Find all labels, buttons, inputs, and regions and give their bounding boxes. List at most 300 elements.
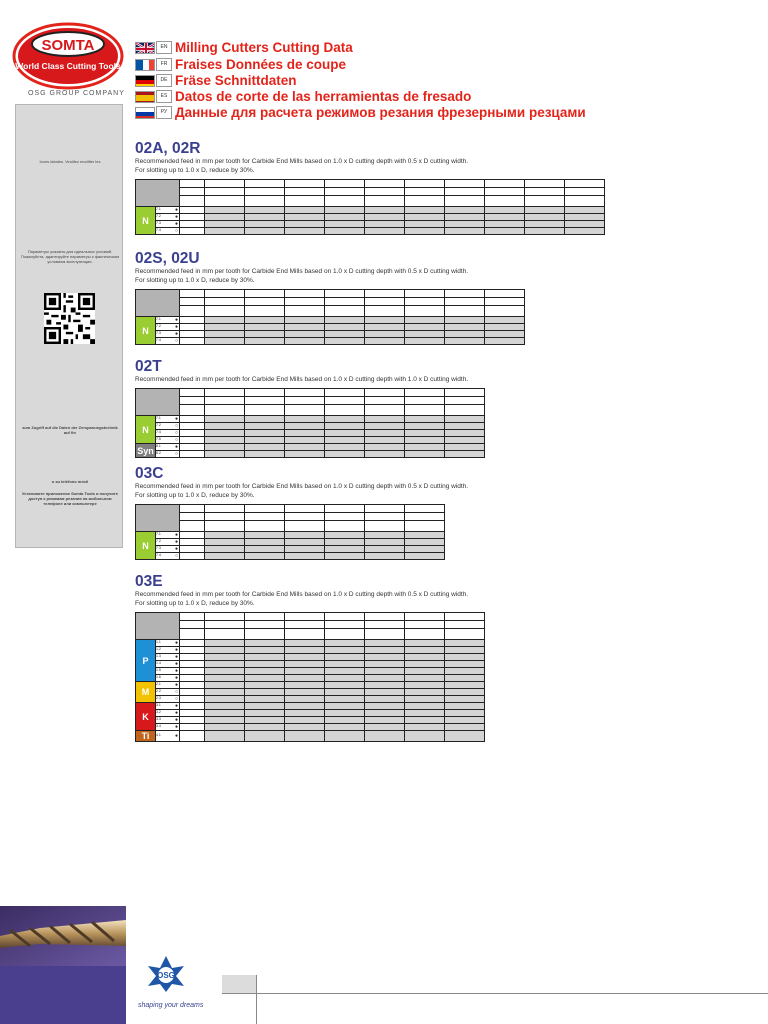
diameter-header-cell xyxy=(205,613,245,621)
header-cell xyxy=(285,306,325,317)
data-cell xyxy=(405,539,445,546)
data-cell xyxy=(365,696,405,703)
header-cell xyxy=(180,405,205,416)
header-cell xyxy=(180,306,205,317)
material-row-label xyxy=(156,221,180,228)
suitability-mark: ○ xyxy=(174,338,178,344)
material-row-label xyxy=(156,338,180,345)
cutting-data-table xyxy=(135,179,605,235)
data-cell xyxy=(405,416,445,423)
material-row-label xyxy=(156,731,180,742)
data-cell xyxy=(180,444,205,451)
data-cell xyxy=(205,668,245,675)
material-id: 7.2 xyxy=(156,324,161,328)
data-cell xyxy=(445,451,485,458)
data-cell xyxy=(180,731,205,742)
data-cell xyxy=(365,703,405,710)
suitability-mark: ○ xyxy=(174,451,178,457)
material-id: 1.6 xyxy=(156,675,161,679)
data-cell xyxy=(405,717,445,724)
data-cell xyxy=(445,675,485,682)
data-cell xyxy=(245,717,285,724)
data-cell xyxy=(180,640,205,647)
data-cell xyxy=(245,661,285,668)
data-cell xyxy=(445,324,485,331)
data-cell xyxy=(405,689,445,696)
data-cell xyxy=(405,437,445,444)
diameter-header-cell xyxy=(285,389,325,397)
diameter-header-cell xyxy=(365,290,405,298)
data-cell xyxy=(325,331,365,338)
material-row-label xyxy=(156,207,180,214)
data-cell xyxy=(205,682,245,689)
data-cell xyxy=(285,221,325,228)
data-cell xyxy=(445,317,485,324)
data-cell xyxy=(325,661,365,668)
header-cell xyxy=(245,196,285,207)
data-cell xyxy=(245,689,285,696)
header-cell xyxy=(325,513,365,521)
header-cell xyxy=(405,298,445,306)
data-cell xyxy=(405,451,445,458)
suitability-mark: ● xyxy=(174,717,178,723)
diameter-header-cell xyxy=(285,290,325,298)
data-cell xyxy=(405,640,445,647)
data-cell xyxy=(285,689,325,696)
header-cell xyxy=(325,629,365,640)
data-cell xyxy=(365,661,405,668)
material-row-label xyxy=(156,710,180,717)
data-cell xyxy=(405,546,445,553)
data-cell xyxy=(180,430,205,437)
suitability-mark: ● xyxy=(174,539,178,545)
material-id: 7.1 xyxy=(156,532,161,536)
material-header-cell xyxy=(136,389,180,416)
data-cell xyxy=(205,338,245,345)
data-cell xyxy=(485,228,525,235)
language-title: Fraises Données de coupe xyxy=(175,57,347,72)
data-cell xyxy=(205,423,245,430)
suitability-mark: ● xyxy=(174,668,178,674)
suitability-mark: ● xyxy=(174,214,178,220)
data-cell xyxy=(205,717,245,724)
header-cell xyxy=(365,188,405,196)
data-cell xyxy=(365,317,405,324)
data-cell xyxy=(245,553,285,560)
header-cell xyxy=(245,621,285,629)
footer-divider xyxy=(256,975,257,1024)
suitability-mark: ○ xyxy=(174,430,178,436)
data-cell xyxy=(445,668,485,675)
data-cell xyxy=(325,430,365,437)
data-cell xyxy=(365,437,405,444)
header-cell xyxy=(325,196,365,207)
header-cell xyxy=(180,298,205,306)
description-line: Recommended feed in mm per tooth for Carbide End Mills based on 1.0 x D cutting depth with 1.0 x D cutting width. xyxy=(135,376,469,383)
header-cell xyxy=(180,613,205,621)
data-cell xyxy=(365,532,405,539)
data-cell xyxy=(365,423,405,430)
data-cell xyxy=(445,696,485,703)
material-row-label xyxy=(156,331,180,338)
data-cell xyxy=(180,338,205,345)
data-cell xyxy=(205,214,245,221)
header-cell xyxy=(365,521,405,532)
language-title: Fräse Schnittdaten xyxy=(175,73,297,88)
data-cell xyxy=(285,423,325,430)
data-cell xyxy=(285,661,325,668)
header-cell xyxy=(180,389,205,397)
data-cell xyxy=(325,668,365,675)
data-cell xyxy=(405,331,445,338)
header-cell xyxy=(365,397,405,405)
diameter-header-cell xyxy=(485,180,525,188)
data-cell xyxy=(325,675,365,682)
material-id: 1.3 xyxy=(156,654,161,658)
data-cell xyxy=(325,532,365,539)
data-cell xyxy=(565,228,605,235)
language-title: Milling Cutters Cutting Data xyxy=(175,40,353,55)
header-cell xyxy=(285,196,325,207)
header-cell xyxy=(245,397,285,405)
data-cell xyxy=(245,451,285,458)
data-cell xyxy=(285,317,325,324)
header-cell xyxy=(180,290,205,298)
data-cell xyxy=(325,553,365,560)
header-cell xyxy=(245,306,285,317)
diameter-header-cell xyxy=(285,505,325,513)
data-cell xyxy=(525,221,565,228)
data-cell xyxy=(325,317,365,324)
material-id: 3.2 xyxy=(156,710,161,714)
diameter-header-cell xyxy=(245,290,285,298)
data-cell xyxy=(325,703,365,710)
material-row-label xyxy=(156,675,180,682)
data-cell xyxy=(285,324,325,331)
data-cell xyxy=(365,416,405,423)
diameter-header-cell xyxy=(205,505,245,513)
data-cell xyxy=(405,731,445,742)
section-description xyxy=(135,157,468,175)
header-cell xyxy=(525,196,565,207)
language-code: EN xyxy=(156,41,172,54)
data-cell xyxy=(205,724,245,731)
material-row-label xyxy=(156,214,180,221)
qr-code-icon[interactable] xyxy=(44,293,95,344)
header-cell xyxy=(325,405,365,416)
data-cell xyxy=(205,689,245,696)
suitability-mark: ● xyxy=(174,416,178,422)
header-cell xyxy=(180,521,205,532)
data-cell xyxy=(325,654,365,661)
data-cell xyxy=(325,689,365,696)
header-cell xyxy=(405,188,445,196)
header-cell xyxy=(180,629,205,640)
data-cell xyxy=(180,661,205,668)
data-cell xyxy=(180,228,205,235)
header-cell xyxy=(405,196,445,207)
data-cell xyxy=(445,647,485,654)
data-cell xyxy=(205,675,245,682)
material-id: 8.2 xyxy=(156,451,161,455)
data-cell xyxy=(205,532,245,539)
data-cell xyxy=(525,207,565,214)
diameter-header-cell xyxy=(205,290,245,298)
material-id: 7.1 xyxy=(156,416,161,420)
data-cell xyxy=(245,331,285,338)
end-mill-image xyxy=(0,906,126,966)
language-title: Datos de corte de las herramientas de fresado xyxy=(175,89,472,104)
sidebar-text-2: Параметры указаны для идеальных условий. Пожалуйста, адаптируйте параметры к фактическим условиям эксплуатации. xyxy=(20,249,120,264)
header-cell xyxy=(445,621,485,629)
header-cell xyxy=(285,513,325,521)
material-header-cell xyxy=(136,505,180,532)
data-cell xyxy=(325,324,365,331)
header-cell xyxy=(445,629,485,640)
data-cell xyxy=(445,416,485,423)
material-group-label: P xyxy=(136,640,156,682)
data-cell xyxy=(205,640,245,647)
data-cell xyxy=(205,437,245,444)
header-cell xyxy=(565,188,605,196)
material-row-label xyxy=(156,689,180,696)
data-cell xyxy=(405,682,445,689)
header-cell xyxy=(445,298,485,306)
header-cell xyxy=(365,513,405,521)
header-cell xyxy=(325,397,365,405)
header-cell xyxy=(365,298,405,306)
data-cell xyxy=(365,207,405,214)
header-cell xyxy=(485,298,525,306)
suitability-mark: ● xyxy=(174,675,178,681)
material-row-label xyxy=(156,668,180,675)
language-row-fr xyxy=(135,57,346,72)
suitability-mark: ● xyxy=(174,546,178,552)
language-code: ES xyxy=(156,90,172,103)
suitability-mark: ● xyxy=(174,733,178,739)
header-cell xyxy=(325,621,365,629)
data-cell xyxy=(285,703,325,710)
suitability-mark: ● xyxy=(174,331,178,337)
data-cell xyxy=(365,228,405,235)
data-cell xyxy=(285,331,325,338)
material-id: 7.4 xyxy=(156,430,161,434)
data-cell xyxy=(325,207,365,214)
header-cell xyxy=(245,188,285,196)
data-cell xyxy=(205,703,245,710)
header-cell xyxy=(525,188,565,196)
material-id: 7.4 xyxy=(156,338,161,342)
data-cell xyxy=(405,668,445,675)
data-cell xyxy=(205,553,245,560)
osg-logo xyxy=(146,954,186,994)
material-row-label xyxy=(156,430,180,437)
suitability-mark: ● xyxy=(174,710,178,716)
data-cell xyxy=(205,430,245,437)
data-cell xyxy=(405,423,445,430)
material-row-label xyxy=(156,703,180,710)
data-cell xyxy=(445,207,485,214)
data-cell xyxy=(405,647,445,654)
header-cell xyxy=(205,405,245,416)
data-cell xyxy=(445,717,485,724)
data-cell xyxy=(445,437,485,444)
data-cell xyxy=(525,214,565,221)
data-cell xyxy=(445,640,485,647)
data-cell xyxy=(205,661,245,668)
data-cell xyxy=(285,532,325,539)
diameter-header-cell xyxy=(525,180,565,188)
header-cell xyxy=(180,180,205,188)
data-cell xyxy=(325,647,365,654)
data-cell xyxy=(285,539,325,546)
material-row-label xyxy=(156,532,180,539)
data-cell xyxy=(325,228,365,235)
data-cell xyxy=(445,423,485,430)
data-cell xyxy=(245,207,285,214)
data-cell xyxy=(180,214,205,221)
data-cell xyxy=(205,451,245,458)
data-cell xyxy=(245,437,285,444)
data-cell xyxy=(325,731,365,742)
material-id: 7.4 xyxy=(156,553,161,557)
suitability-mark: ● xyxy=(174,221,178,227)
uk-flag-icon xyxy=(135,42,155,54)
data-cell xyxy=(485,317,525,324)
header-cell xyxy=(285,521,325,532)
header-cell xyxy=(205,188,245,196)
diameter-header-cell xyxy=(245,389,285,397)
data-cell xyxy=(205,317,245,324)
data-cell xyxy=(405,661,445,668)
header-cell xyxy=(325,188,365,196)
suitability-mark: ● xyxy=(174,640,178,646)
suitability-mark: ○ xyxy=(174,437,178,443)
material-header-cell xyxy=(136,290,180,317)
header-cell xyxy=(485,196,525,207)
material-id: 7.4 xyxy=(156,228,161,232)
data-cell xyxy=(325,423,365,430)
language-row-en xyxy=(135,40,353,55)
header-cell xyxy=(205,397,245,405)
data-cell xyxy=(205,647,245,654)
data-cell xyxy=(180,221,205,228)
data-cell xyxy=(405,703,445,710)
header-cell xyxy=(405,306,445,317)
header-cell xyxy=(405,629,445,640)
data-cell xyxy=(245,654,285,661)
header-cell xyxy=(245,298,285,306)
material-id: 2.1 xyxy=(156,682,161,686)
header-cell xyxy=(180,513,205,521)
section-description xyxy=(135,375,468,384)
material-header-cell xyxy=(136,613,180,640)
data-cell xyxy=(205,654,245,661)
header-cell xyxy=(205,298,245,306)
header-cell xyxy=(325,298,365,306)
diameter-header-cell xyxy=(365,613,405,621)
suitability-mark: ○ xyxy=(174,696,178,702)
suitability-mark: ○ xyxy=(174,553,178,559)
data-cell xyxy=(285,696,325,703)
data-cell xyxy=(325,444,365,451)
france-flag-icon xyxy=(135,59,155,71)
data-cell xyxy=(325,546,365,553)
data-cell xyxy=(445,731,485,742)
data-cell xyxy=(285,553,325,560)
data-cell xyxy=(365,546,405,553)
suitability-mark: ○ xyxy=(174,689,178,695)
section-description xyxy=(135,482,468,500)
data-cell xyxy=(565,214,605,221)
data-cell xyxy=(405,724,445,731)
data-cell xyxy=(405,553,445,560)
data-cell xyxy=(365,338,405,345)
header-cell xyxy=(325,306,365,317)
material-id: 7.2 xyxy=(156,423,161,427)
header-cell xyxy=(445,196,485,207)
slotting-note: For slotting up to 1.0 x D, reduce by 30%. xyxy=(135,277,255,284)
material-row-label xyxy=(156,640,180,647)
data-cell xyxy=(285,546,325,553)
header-cell xyxy=(285,397,325,405)
data-cell xyxy=(285,444,325,451)
suitability-mark: ● xyxy=(174,703,178,709)
diameter-header-cell xyxy=(205,180,245,188)
data-cell xyxy=(205,731,245,742)
header-cell xyxy=(325,521,365,532)
data-cell xyxy=(245,668,285,675)
brand-name: SOMTA xyxy=(41,37,95,54)
material-row-label xyxy=(156,437,180,444)
data-cell xyxy=(365,689,405,696)
footer-purple-band xyxy=(0,966,126,1024)
data-cell xyxy=(180,654,205,661)
data-cell xyxy=(365,668,405,675)
suitability-mark: ○ xyxy=(174,228,178,234)
data-cell xyxy=(285,717,325,724)
data-cell xyxy=(405,444,445,451)
suitability-mark: ● xyxy=(174,444,178,450)
data-cell xyxy=(285,430,325,437)
material-group-label: N xyxy=(136,416,156,444)
language-code: FR xyxy=(156,58,172,71)
section-title: 03C xyxy=(135,465,164,482)
data-cell xyxy=(180,668,205,675)
data-cell xyxy=(245,724,285,731)
slotting-note: For slotting up to 1.0 x D, reduce by 30%. xyxy=(135,600,255,607)
data-cell xyxy=(180,324,205,331)
diameter-header-cell xyxy=(565,180,605,188)
data-cell xyxy=(285,654,325,661)
description-line: Recommended feed in mm per tooth for Carbide End Mills based on 1.0 x D cutting depth with 0.5 x D cutting width. xyxy=(135,158,469,165)
diameter-header-cell xyxy=(325,505,365,513)
data-cell xyxy=(245,539,285,546)
suitability-mark: ● xyxy=(174,661,178,667)
material-id: 7.2 xyxy=(156,214,161,218)
material-row-label xyxy=(156,228,180,235)
data-cell xyxy=(245,416,285,423)
material-group-label: K xyxy=(136,703,156,731)
data-cell xyxy=(245,338,285,345)
diameter-header-cell xyxy=(245,505,285,513)
material-group-label: N xyxy=(136,207,156,235)
material-group-label: N xyxy=(136,532,156,560)
material-group-label: N xyxy=(136,317,156,345)
suitability-mark: ○ xyxy=(174,423,178,429)
data-cell xyxy=(445,430,485,437)
diameter-header-cell xyxy=(325,180,365,188)
